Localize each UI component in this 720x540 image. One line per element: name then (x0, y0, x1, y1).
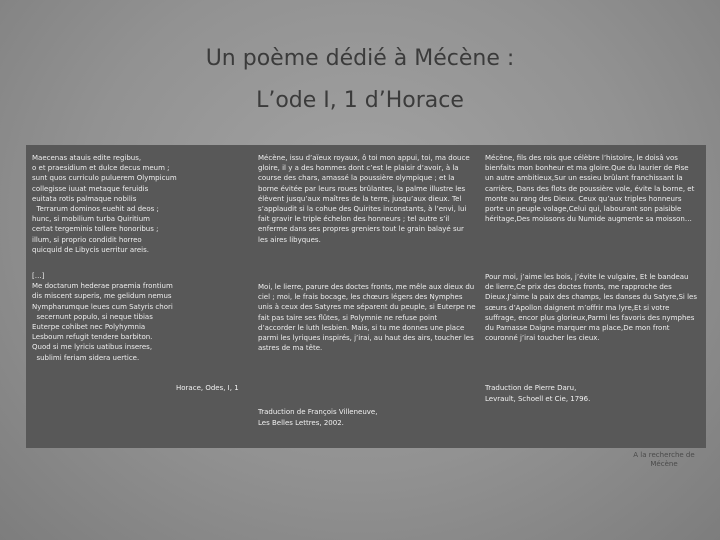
translation-villeneuve-stanza-2: Moi, le lierre, parure des doctes fronts, me mêle aux dieux du ciel ; moi, le frais bocage, les chœurs légers des Nymphes unis à ceux des Satyres me séparent du peuple, si Euterpe ne fait pas taire ses flûtes, si Polymnie ne refuse point d’accorder le luth lesbien. Mais, si tu me donnes une place parmi les lyriques inspirés, j’irai, au haut des airs, toucher les astres de ma tête. (258, 283, 476, 353)
poem-panel (26, 145, 706, 448)
translation-daru-stanza-2: Pour moi, j’aime les bois, j’évite le vulgaire, Et le bandeau de lierre,Ce prix des doctes fronts, me rapproche des Dieux.J’aime la paix des champs, les danses du Satyre,Si les sœurs d’Apollon daignent m’offrir ma lyre,Et si votre suffrage, encor plus glorieux,Parmi les favoris des nymphes du Parnasse Daigne marquer ma place,De mon front couronné j’irai toucher les cieux. (485, 273, 697, 343)
latin-stanza-1: Maecenas atauis edite regibus, o et praesidium et dulce decus meum ; sunt quos curriculo puluerem Olympicum collegisse iuuat metaque feruidis euitata rotis palmaque nobilis Terrarum dominos euehit ad deos ; hunc, si mobilium turba Quiritium certat tergeminis tollere honoribus ; illum, si proprio condidit horreo quicquid de Libycis uerritur areis. (32, 154, 177, 254)
translation-villeneuve-credit-line2: Les Belles Lettres, 2002. (258, 419, 344, 427)
translation-daru-stanza-1: Mécène, fils des rois que célèbre l’histoire, le doisâ vos bienfaits mon bonheur et ma gloire.Que du laurier de Pise un autre ambitieux,Sur un essieu brûlant franchissant la carrière, Dans des flots de poussière vole, évite la borne, et monte au rang des Dieux. Ceux qu’aux triples honneurs porte un peuple volage,Celui qui, labourant son paisible héritage,Des moissons du Numide augmente sa moisson… (485, 154, 695, 224)
latin-stanza-2: […] Me doctarum hederae praemia frontium dis miscent superis, me gelidum nemus Nympharumque leues cum Satyris chori secernunt populo, si neque tibias Euterpe cohibet nec Polyhymnia Lesboum refugit tendere barbiton. Quod si me lyricis uatibus inseres, sublimi feriam sidera uertice. (32, 272, 173, 362)
translation-villeneuve-stanza-1: Mécène, issu d’aïeux royaux, ô toi mon appui, toi, ma douce gloire, il y a des hommes dont c’est le plaisir d’avoir, à la course des chars, amassé la poussière olympique ; et la borne évitée par leurs roues brûlantes, la palme illustre les élèvent jusqu’aux maîtres de la terre, jusqu’aux dieux. Tel s’applaudit si la cohue des Quirites inconstants, à l’envi, lui fait gravir le triple échelon des honneurs ; tel autre s’il enferme dans ses propres greniers tout le grain balayé sur les aires libyques. (258, 154, 470, 244)
slide-title-line1: Un poème dédié à Mécène : (205, 46, 515, 71)
translation-daru-credit-line2: Levrault, Schoell et Cie, 1796. (485, 395, 591, 403)
translation-villeneuve-credit-line1: Traduction de François Villeneuve, (258, 408, 378, 416)
caption-link[interactable]: A la recherche de Mécène (633, 451, 695, 468)
latin-source: Horace, Odes, I, 1 (176, 384, 239, 392)
translation-daru-credit-line1: Traduction de Pierre Daru, (485, 384, 577, 392)
slide-title-line2: L’ode I, 1 d’Horace (256, 88, 464, 113)
